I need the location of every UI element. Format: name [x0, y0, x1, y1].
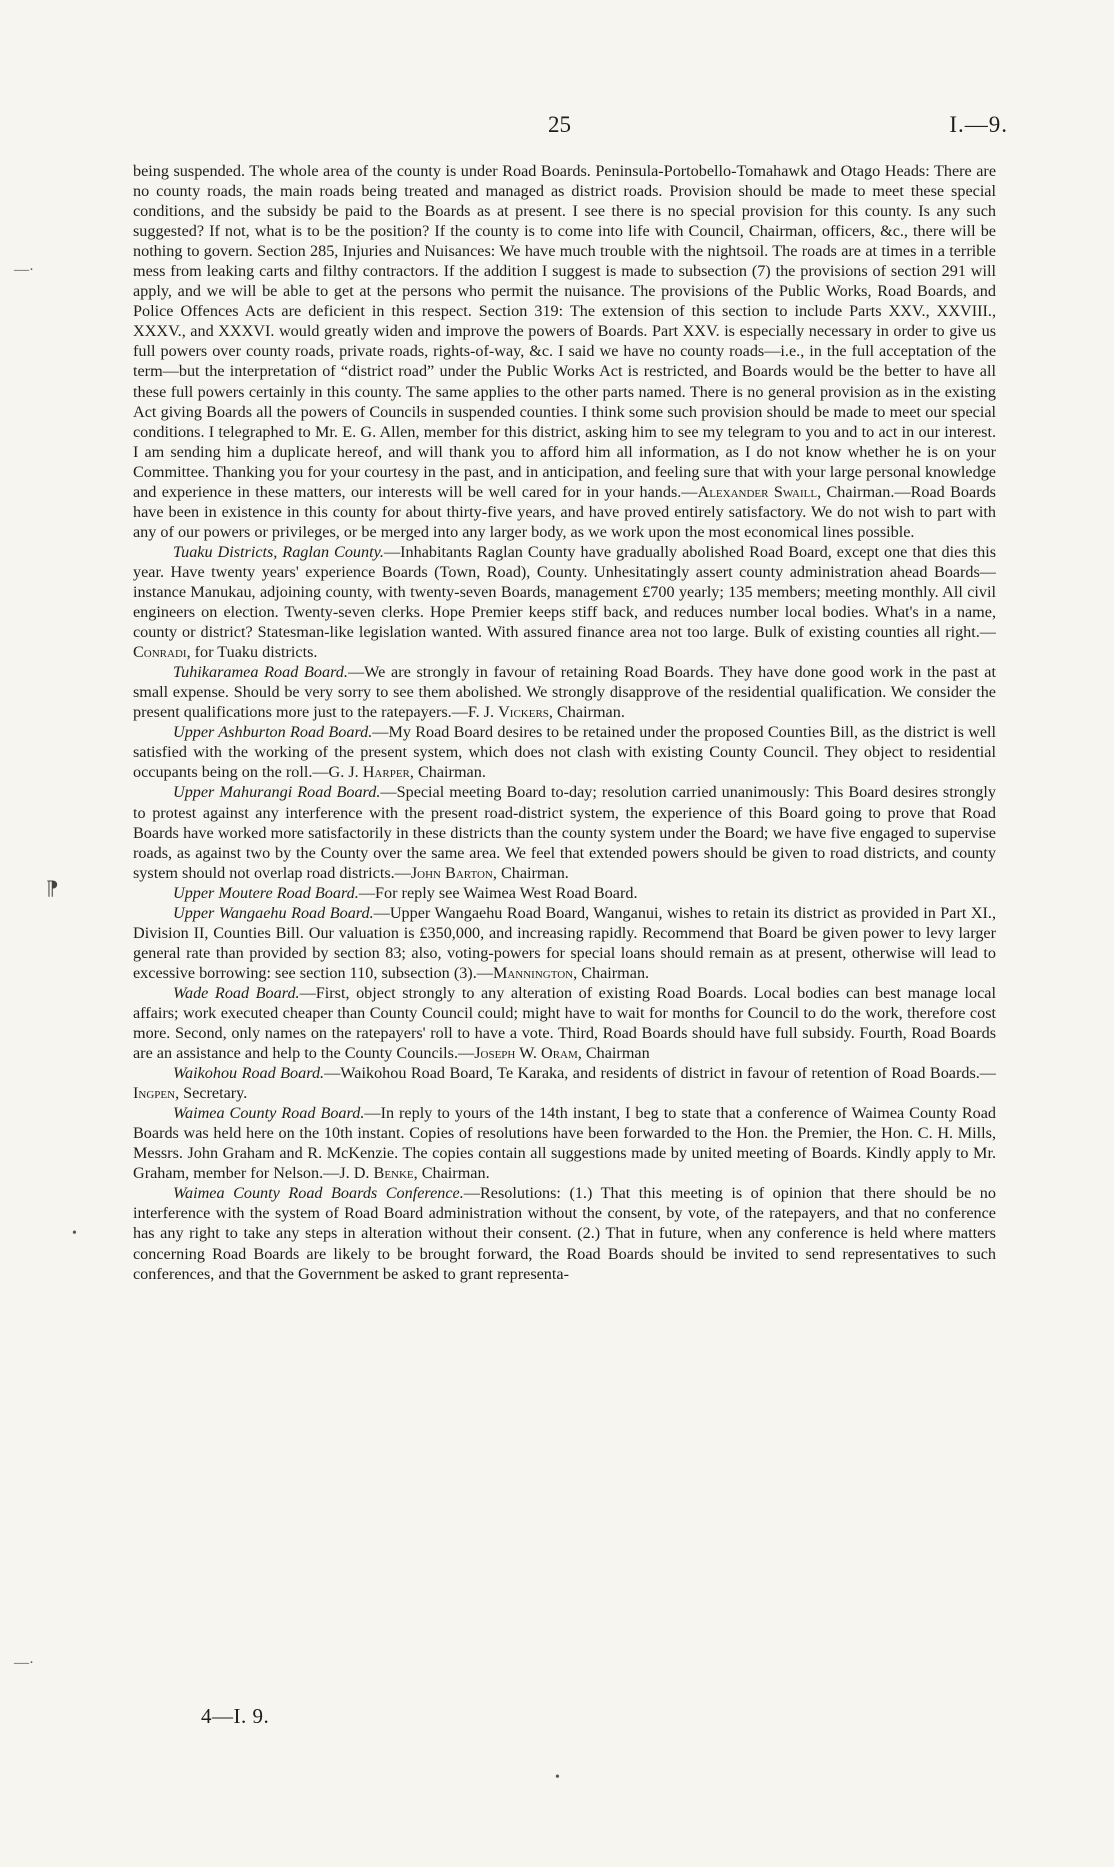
entry-heading: Wade Road Board. [173, 983, 300, 1002]
margin-mark: ⁋ [46, 878, 59, 900]
signature: Ingpen [133, 1084, 176, 1103]
entry-heading: Waimea County Road Boards Conference. [173, 1184, 464, 1203]
margin-mark: • [72, 1226, 77, 1241]
document-reference: I.—9. [949, 112, 1008, 137]
paragraph-tuhikaramea: Tuhikaramea Road Board.—We are strongly in favour of retaining Road Boards. They have done good work in the past at small expense. Should be very sorry to see them abolished. We strongly disapprove of the residential qualification. We consider the present qualifications more just to the ratepayers.—F. J. Vickers, Chairman. [133, 663, 996, 722]
entry-heading: Tuaku Districts, Raglan County. [173, 542, 384, 561]
paragraph-upper-mahurangi: Upper Mahurangi Road Board.—Special meeting Board to-day; resolution carried unanimously: This Board desires strongly to protest against any interference with the present road-district system, the experience of this Board going to prove that Road Boards have worked more satisfactorily in these districts than the county system under the Board; we have five engaged to supervise roads, as against two by the County over the same area. We feel that extended powers should be given to road districts, and county system should not overlap road districts.—John Barton, Chairman. [133, 783, 996, 882]
page-dot: • [555, 1770, 560, 1785]
paragraph-wade: Wade Road Board.—First, object strongly to any alteration of existing Road Boards. Local bodies can best manage local affairs; work executed cheaper than County Council could; might have to wait for months for Council to do the work, therefore cost more. Second, only names on the ratepayers' roll to have a vote. Third, Road Boards should have full subsidy. Fourth, Road Boards are an assistance and help to the County Councils.—Joseph W. Oram, Chairman [133, 983, 996, 1063]
entry-heading: Upper Ashburton Road Board. [173, 723, 373, 742]
entry-heading: Upper Moutere Road Board. [173, 883, 359, 902]
entry-heading: Upper Mahurangi Road Board. [173, 783, 381, 802]
signature: Conradi [133, 643, 187, 662]
entry-heading: Upper Wangaehu Road Board. [173, 903, 374, 922]
signature: Alexander Swaill [697, 482, 818, 501]
paragraph-continuation: being suspended. The whole area of the county is under Road Boards. Peninsula-Portobello-Tomahawk and Otago Heads: There are no county roads, the main roads being treated and managed as district roads. Provision should be made to meet these special conditions, and the subsidy be paid to the Boards as at present. I see there is no special provision for this county. Is any such suggested? If not, what is to be the position? If the county is to come into life with Council, Chairman, officers, &c., there will be nothing to govern. Section 285, Injuries and Nuisances: We have much trouble with the nightsoil. The roads are at times in a terrible mess from leaking carts and filthy contractors. If the addition I suggest is made to subsection (7) the provisions of section 291 will apply, and we will be able to get at the persons who permit the nuisance. The provisions of the Public Works, Road Boards, and Police Offences Acts are deficient in this respect. Section 319: The extension of this section to include Parts XXV., XXVIII., XXXV., and XXXVI. would greatly widen and improve the powers of Boards. Part XXV. is especially necessary in order to give us full powers over county roads, private roads, rights-of-way, &c. I said we have no county roads—i.e., in the full acceptation of the term—but the interpretation of “district road” under the Public Works Act is restricted, and Boards would be the better to have all these full powers certainly in this county. The same applies to the other parts named. There is no general provision as in the existing Act giving Boards all the powers of Councils in suspended counties. I think some such provision should be made to meet our special conditions. I telegraphed to Mr. E. G. Allen, member for this district, asking him to see my telegram to you and to act in our interest. I am sending him a duplicate hereof, and will thank you to afford him all information, as I do not know whether he is on your Committee. Thanking you for your courtesy in the past, and in anticipation, and feeling sure that with your large personal knowledge and experience in these matters, our interests will be well cared for in your hands.—Alexander Swaill, Chairman.—Road Boards have been in existence in this county for about thirty-five years, and have proved entirely satisfactory. We do not wish to part with any of our powers or privileges, or be merged into any larger body, as we work upon the most economical lines possible. [133, 162, 996, 541]
entry-heading: Tuhikaramea Road Board. [173, 663, 348, 682]
signature: Vickers [498, 703, 549, 722]
paragraph-upper-moutere: Upper Moutere Road Board.—For reply see Waimea West Road Board. [173, 883, 638, 902]
entry-heading: Waikohou Road Board. [173, 1064, 325, 1083]
paragraph-waimea-county: Waimea County Road Board.—In reply to yours of the 14th instant, I beg to state that a conference of Waimea County Road Boards was held here on the 10th instant. Copies of resolutions have been forwarded to the Hon. the Premier, the Hon. C. H. Mills, Messrs. John Graham and R. McKenzie. The copies contain all suggestions made by united meeting of Boards. Kindly apply to Mr. Graham, member for Nelson.—J. D. Benke, Chairman. [133, 1104, 996, 1183]
signature: Benke [373, 1164, 414, 1183]
signature: Harper [362, 763, 410, 782]
signature: Joseph W. Oram [474, 1044, 578, 1063]
paragraph-upper-wangaehu: Upper Wangaehu Road Board.—Upper Wangaehu Road Board, Wanganui, wishes to retain its district as provided in Part XI., Division II, Counties Bill. Our valuation is £350,000, and increasing rapidly. Recommend that Board be given power to levy larger general rate than provided by section 83; also, voting-powers for special loans should remain as at present, otherwise will lead to excessive borrowing: see section 110, subsection (3).—Mannington, Chairman. [133, 903, 996, 982]
signature: John Barton [410, 863, 493, 882]
paragraph-waikohou: Waikohou Road Board.—Waikohou Road Board, Te Karaka, and residents of district in favour of retention of Road Boards.—Ingpen, Secretary. [133, 1064, 996, 1103]
paragraph-upper-ashburton: Upper Ashburton Road Board.—My Road Board desires to be retained under the proposed Counties Bill, as the district is well satisfied with the working of the present system, which does not clash with existing County Council. They object to residential occupants being on the roll.—G. J. Harper, Chairman. [133, 723, 997, 782]
page-number: 25 [548, 112, 571, 137]
paragraph-waimea-conference: Waimea County Road Boards Conference.—Resolutions: (1.) That this meeting is of opinion that there should be no interference with the system of Road Board administration without the consent, by vote, of the ratepayers, and that no conference has any right to take any steps in alteration without their consent. (2.) That in future, when any conference is held where matters concerning Road Boards are likely to be brought forward, the Road Boards should be invited to send representatives to such conferences, and that the Government be asked to grant representa- [133, 1184, 996, 1283]
margin-mark: —· [14, 1655, 34, 1671]
page-header [0, 112, 1114, 142]
signature: Mannington [492, 963, 574, 982]
paragraph-tuaku: Tuaku Districts, Raglan County.—Inhabitants Raglan County have gradually abolished Road Board, except one that dies this year. Have twenty years' experience Boards (Town, Road), County. Unhesitatingly assert county administration ahead Boards—instance Manukau, adjoining county, with twenty-seven Boards, management £700 yearly; 135 members; meeting monthly. All civil engineers on election. Twenty-seven clerks. Hope Premier keeps stiff back, and reduces number local bodies. What's in a name, county or district? Statesman-like legislation wanted. With assured finance area not too large. Bulk of existing counties all right.—Conradi, for Tuaku districts. [133, 542, 996, 662]
margin-mark: —· [14, 262, 34, 278]
entry-heading: Waimea County Road Board. [173, 1104, 365, 1123]
printer-signature-mark: 4—I. 9. [201, 1704, 270, 1728]
body-text [133, 161, 996, 1284]
